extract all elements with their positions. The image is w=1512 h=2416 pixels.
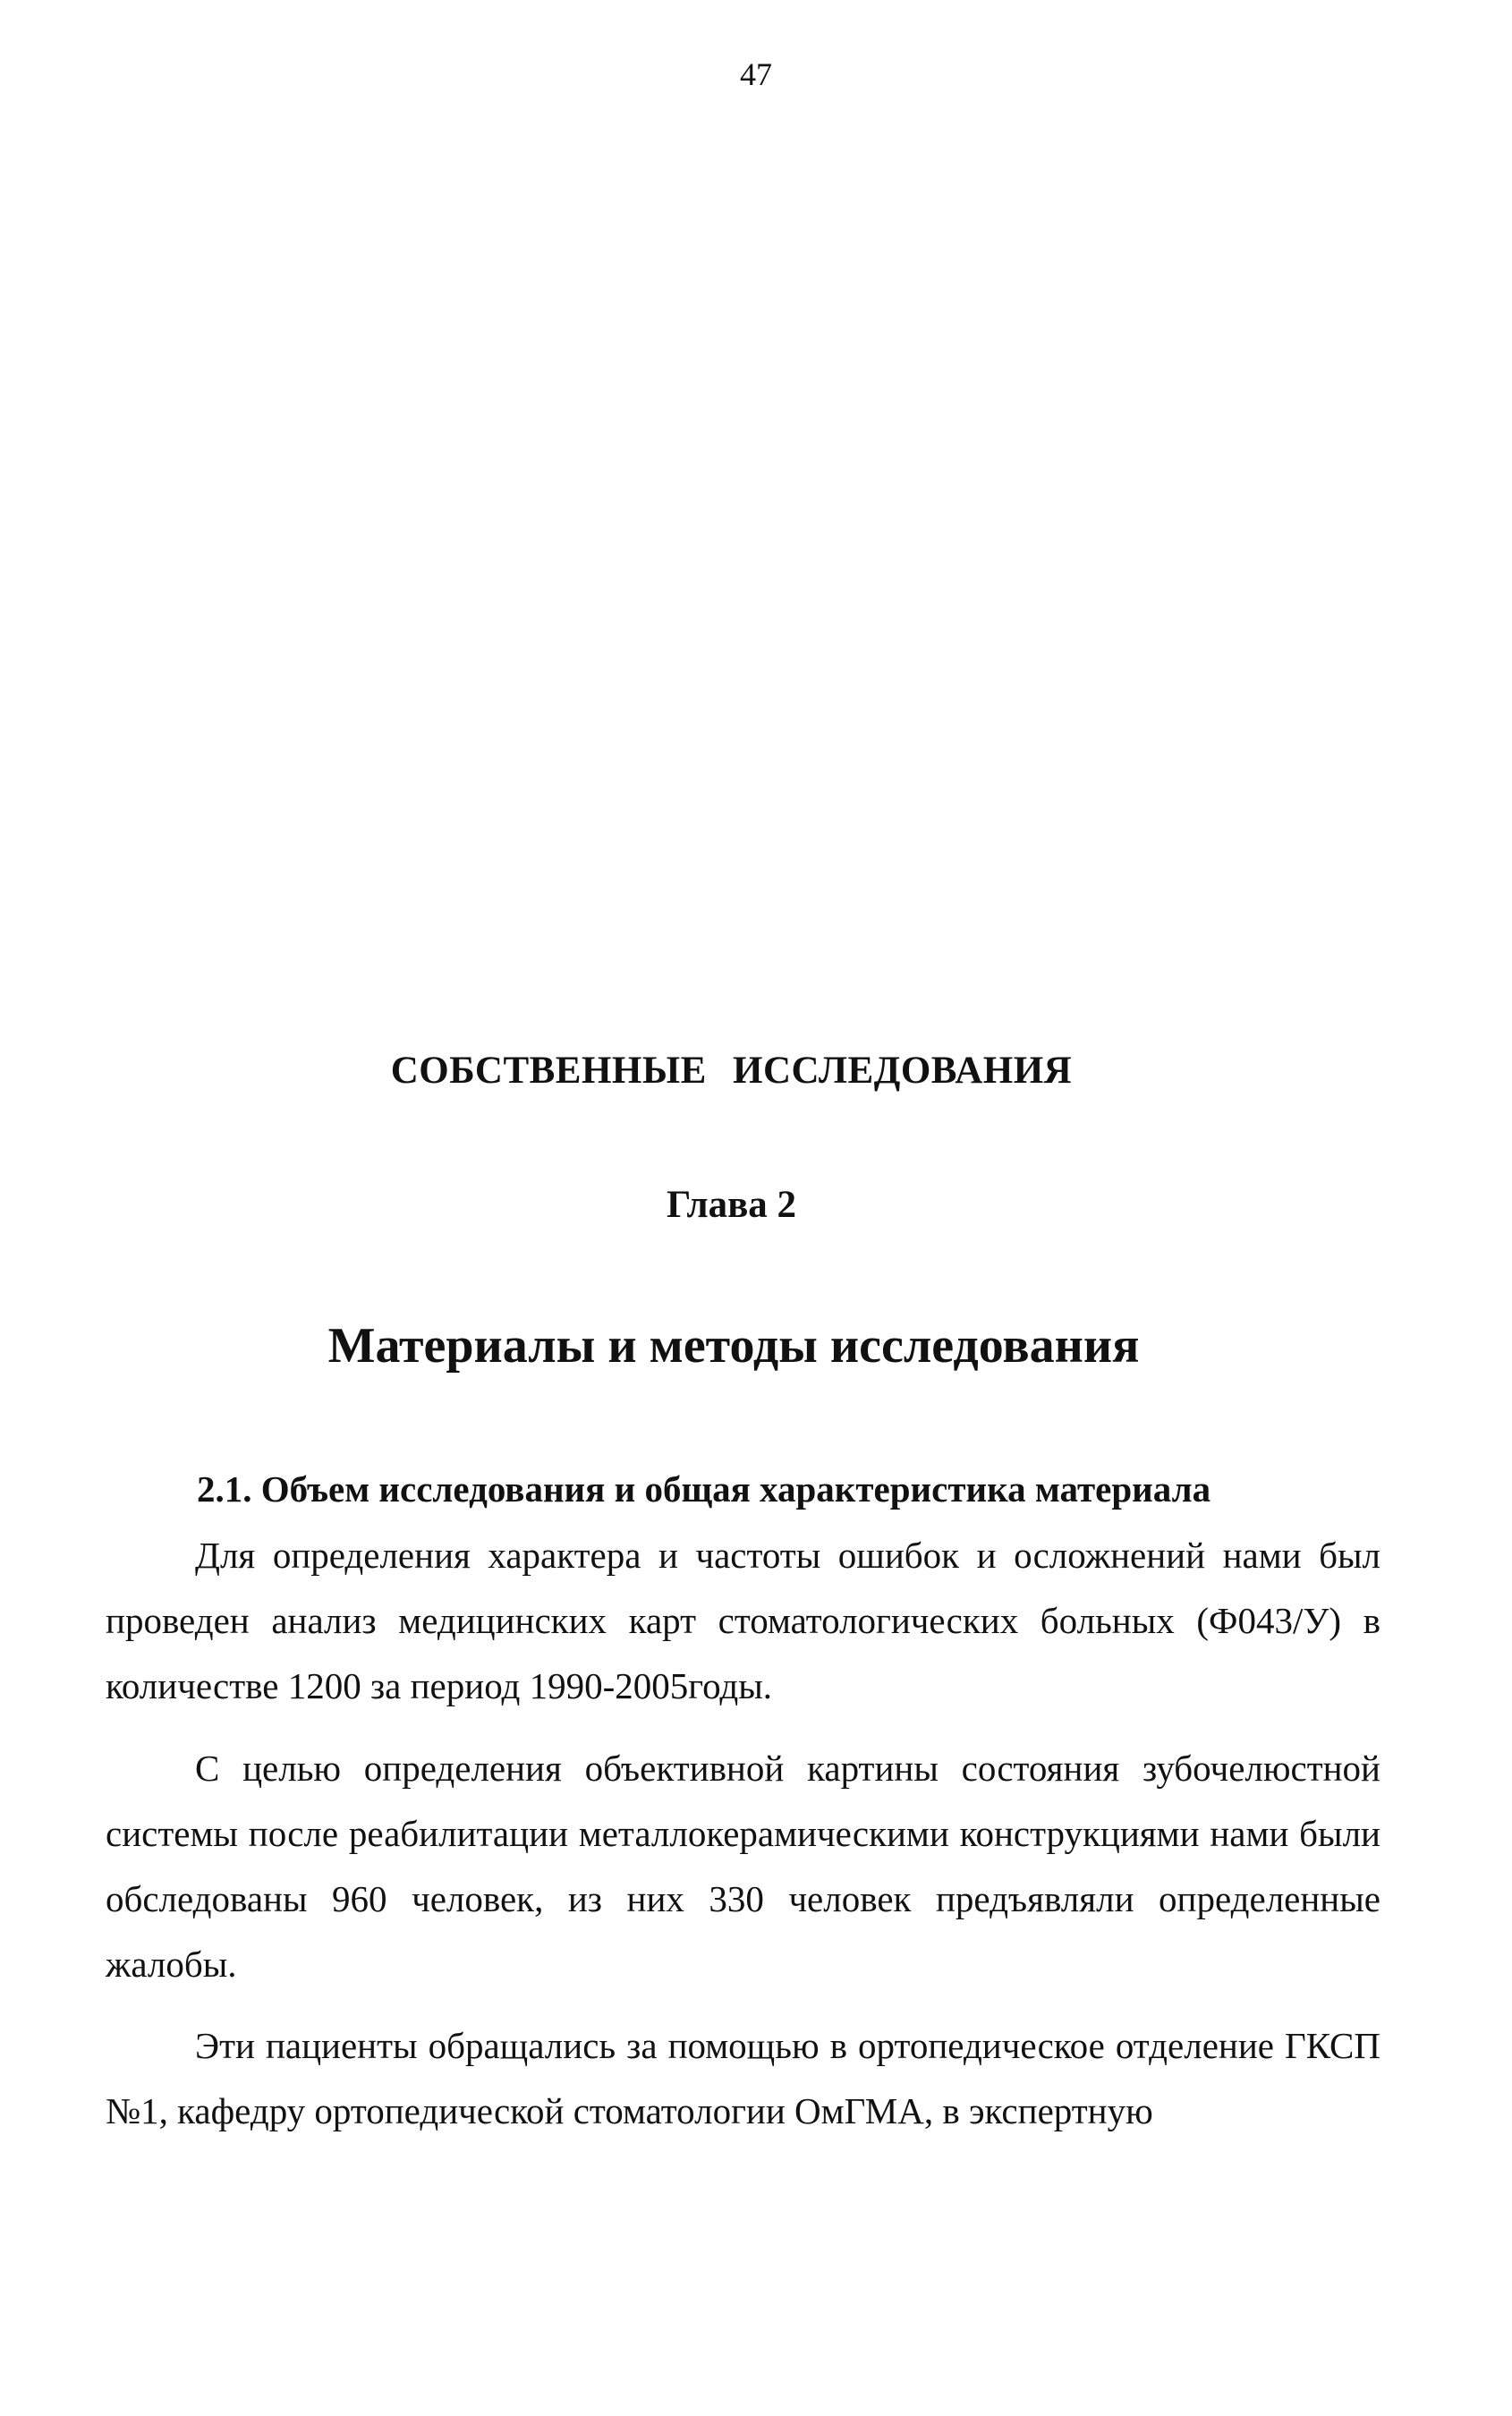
chapter-title: Глава 2 [666,1184,797,1226]
paragraph-1: Для определения характера и частоты ошибок и осложнений нами был проведен анализ медицинских карт стоматологических больных (Ф043/У) в количестве 1200 за период 1990-2005годы. [106,1535,1380,1706]
paragraph-3-block [106,2013,1380,2144]
paragraph-2: С целью определения объективной картины состояния зубочелюстной системы после реабилитации металлокерамическими конструкциями нами были обследованы 960 человек, из них 330 человек предъявляли определенные жалобы. [106,1748,1380,1985]
paragraph-2-block [106,1736,1380,1997]
paragraph-1-block [106,1523,1380,1719]
page-number: 47 [740,56,772,92]
part-title: СОБСТВЕННЫЕ ИССЛЕДОВАНИЯ [390,1050,1073,1092]
chapter-main-title: Материалы и методы исследования [327,1318,1140,1374]
section-heading: 2.1. Объем исследования и общая характеристика материала [197,1468,1211,1510]
paragraph-3: Эти пациенты обращались за помощью в ортопедическое отделение ГКСП №1, кафедру ортопедической стоматологии ОмГМА, в экспертную [106,2025,1380,2131]
